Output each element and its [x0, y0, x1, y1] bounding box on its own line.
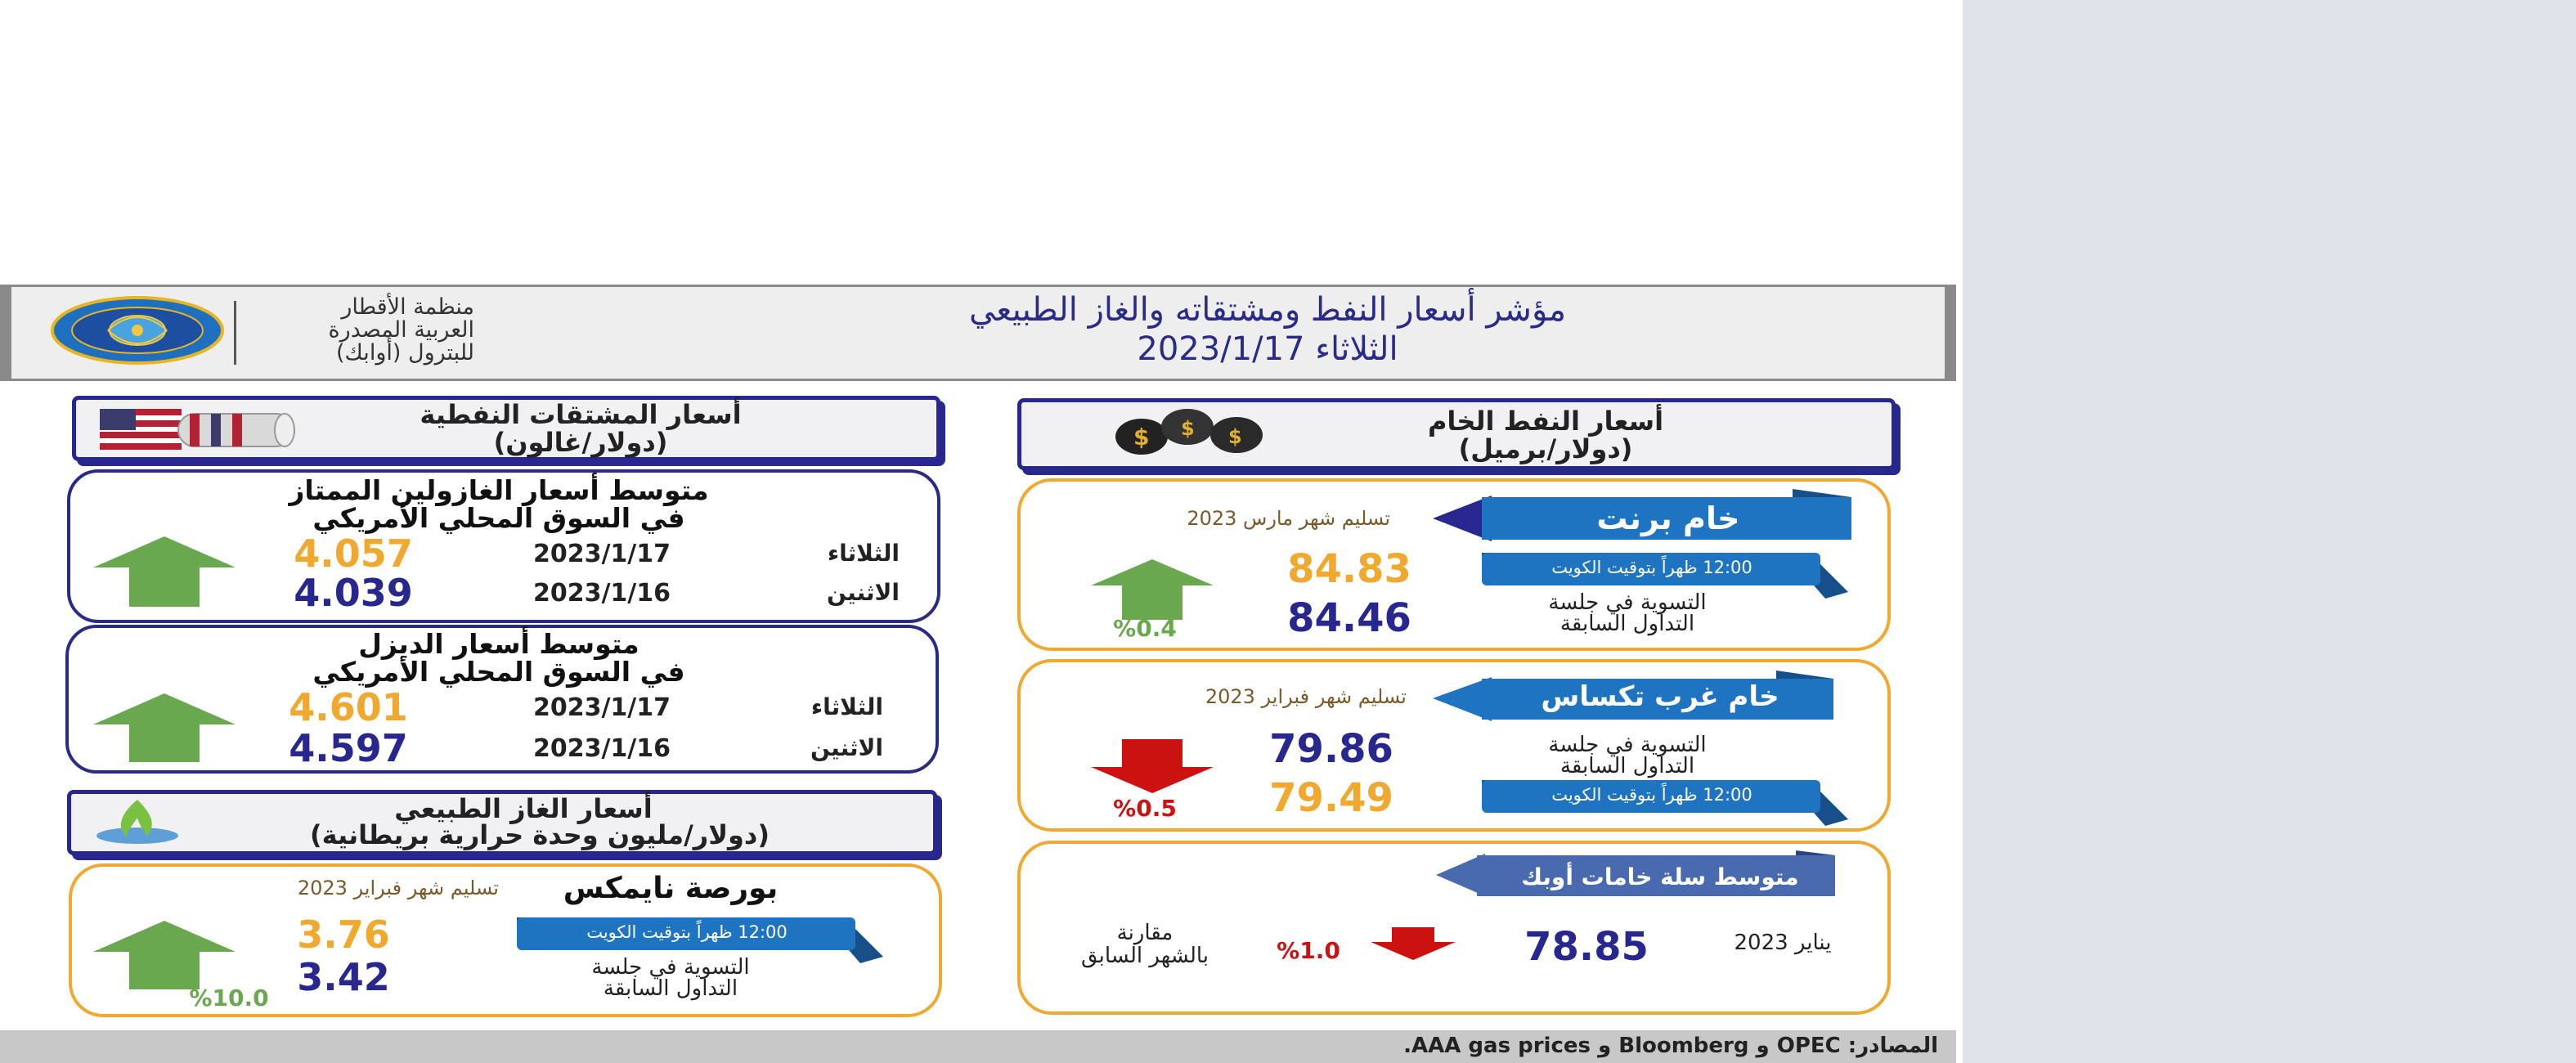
- nymex-delivery: تسليم شهر فبراير 2023: [297, 877, 499, 899]
- diesel-value2: 4.597: [289, 726, 408, 770]
- opec-compare-1: مقارنة: [1116, 921, 1174, 945]
- oil-barrels-icon: [1106, 402, 1282, 461]
- gas-flame-icon: [93, 796, 182, 844]
- opec-month: يناير 2023: [1734, 931, 1832, 955]
- gasoline-value2: 4.039: [294, 571, 413, 615]
- diesel-title-2: في السوق المحلي الأمريكي: [312, 656, 685, 688]
- page-title: مؤشر أسعار النفط ومشتقاته والغاز الطبيعي: [968, 291, 1567, 329]
- wti-down-arrow-icon: [1091, 739, 1214, 793]
- brent-prev-label-2: التداول السابقة: [1560, 612, 1695, 636]
- nymex-previous-price: 3.42: [297, 955, 390, 999]
- brent-prev-label-1: التسوية في جلسة: [1548, 590, 1707, 615]
- org-name-line2: العربية المصدرة: [328, 317, 474, 343]
- gasoline-date2: 2023/1/16: [532, 579, 671, 608]
- org-name-line3: للبترول (أوابك): [336, 340, 474, 366]
- nymex-name: بورصة نايمكس: [563, 872, 779, 905]
- diesel-day2: الاثنين: [810, 734, 883, 761]
- gasoline-up-arrow-icon: [93, 536, 236, 607]
- wti-change: %0.5: [1113, 795, 1177, 822]
- gasoline-date1: 2023/1/17: [532, 540, 671, 568]
- gas-section-unit: (دولار/مليون وحدة حرارية بريطانية): [310, 819, 770, 850]
- nymex-change: %10.0: [189, 985, 269, 1011]
- diesel-date2: 2023/1/16: [532, 734, 671, 763]
- diesel-value1: 4.601: [289, 685, 408, 729]
- brent-time-label: 12:00 ظهراً بتوقيت الكويت: [1551, 558, 1752, 577]
- us-flag-barrel-icon: [100, 406, 299, 453]
- gasoline-day2: الاثنين: [826, 579, 900, 606]
- org-divider: [234, 301, 236, 365]
- gasoline-value1: 4.057: [294, 532, 413, 576]
- footer-sources: المصادر: OPEC و Bloomberg و AAA gas prices.: [1403, 1034, 1938, 1058]
- side-panel: [1963, 0, 2576, 1063]
- diesel-up-arrow-icon: [93, 693, 236, 762]
- wti-time-label: 12:00 ظهراً بتوقيت الكويت: [1551, 785, 1752, 805]
- products-section-unit: (دولار/غالون): [493, 427, 668, 458]
- crude-section-unit: (دولار/برميل): [1458, 433, 1633, 464]
- opec-down-arrow-icon: [1371, 927, 1456, 960]
- diesel-title-1: متوسط أسعار الديزل: [358, 628, 640, 660]
- brent-name: خام برنت: [1497, 500, 1840, 536]
- brent-delivery: تسليم شهر مارس 2023: [1187, 507, 1390, 530]
- nymex-prev-label-2: التداول السابقة: [603, 976, 738, 1001]
- opec-value: 78.85: [1524, 924, 1649, 970]
- wti-delivery: تسليم شهر فبراير 2023: [1205, 685, 1407, 708]
- page-date: الثلاثاء 2023/1/17: [1137, 330, 1398, 368]
- wti-name: خام غرب تكساس: [1497, 680, 1824, 713]
- nymex-time-label: 12:00 ظهراً بتوقيت الكويت: [586, 922, 788, 942]
- svg-text:$: $: [1181, 417, 1195, 440]
- org-name-line1: منظمة الأقطار: [341, 294, 474, 320]
- crude-section-title: أسعار النفط الخام: [1427, 406, 1664, 437]
- gasoline-day1: الثلاثاء: [827, 540, 900, 567]
- brent-current-price: 84.83: [1287, 546, 1411, 592]
- diesel-day1: الثلاثاء: [810, 693, 883, 720]
- opec-name: متوسط سلة خامات أوبك: [1521, 863, 1799, 890]
- wti-prev-label-2: التداول السابقة: [1560, 754, 1695, 778]
- gas-section-title: أسعار الغاز الطبيعي: [394, 793, 653, 824]
- wti-prev-label-1: التسوية في جلسة: [1548, 733, 1707, 757]
- wti-previous-price: 79.86: [1269, 726, 1393, 772]
- opec-compare-2: بالشهر السابق: [1080, 944, 1209, 968]
- gasoline-title-2: في السوق المحلي الأمريكي: [312, 502, 685, 534]
- brent-change: %0.4: [1113, 615, 1177, 642]
- gasoline-title-1: متوسط أسعار الغازولين الممتاز: [289, 474, 709, 506]
- products-section-title: أسعار المشتقات النفطية: [420, 399, 742, 430]
- svg-text:$: $: [1228, 425, 1242, 448]
- diesel-date1: 2023/1/17: [532, 693, 671, 722]
- wti-current-price: 79.49: [1269, 775, 1393, 821]
- brent-previous-price: 84.46: [1287, 595, 1411, 641]
- svg-text:$: $: [1133, 424, 1150, 451]
- nymex-current-price: 3.76: [297, 913, 390, 957]
- nymex-up-arrow-icon: [93, 921, 236, 989]
- nymex-prev-label-1: التسوية في جلسة: [591, 955, 750, 980]
- brent-up-arrow-icon: [1091, 559, 1214, 620]
- oapec-logo-icon: [51, 296, 224, 365]
- opec-change: %1.0: [1277, 937, 1340, 964]
- header-left-edge: [0, 285, 11, 381]
